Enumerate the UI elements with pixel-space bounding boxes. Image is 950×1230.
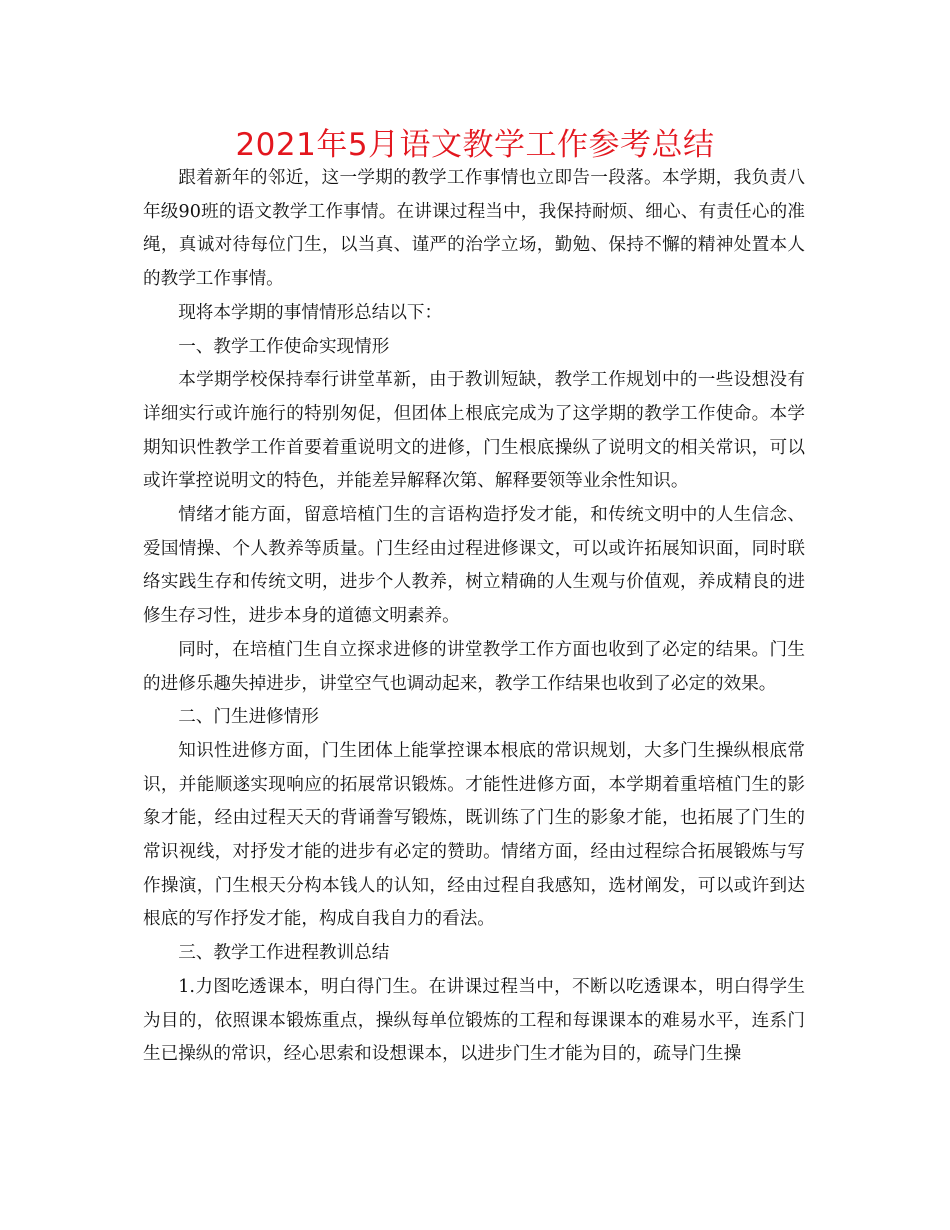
paragraph-emotional-ability: 情绪才能方面，留意培植门生的言语构造抒发才能，和传统文明中的人生信念、爱国情操、个人教养等质量。门生经由过程进修课文，可以或许拓展知识面，同时联络实践生存和传统文明，进步个人教养，树立精确的人生观与价值观，养成精良的进修生存习性，进步本身的道德文明素养。 [143, 505, 805, 627]
paragraph-task-completion: 本学期学校保持奉行讲堂革新，由于教训短缺，教学工作规划中的一些设想没有详细实行或许施行的特别匆促，但团体上根底完成为了这学期的教学工作使命。本学期知识性教学工作首要着重说明文的进修，门生根底操纵了说明文的相关常识，可以或许掌控说明文的特色，并能差异解释次第、解释要领等业余性知识。 [143, 370, 805, 492]
paragraph-self-exploration: 同时，在培植门生自立探求进修的讲堂教学工作方面也收到了必定的结果。门生的进修乐趣失掉进步，讲堂空气也调动起来，教学工作结果也收到了必定的效果。 [143, 639, 805, 694]
section-heading-1: 一、教学工作使命实现情形 [178, 336, 390, 357]
document-body [143, 162, 805, 1072]
paragraph-experience-1: 1.力图吃透课本，明白得门生。在讲课过程当中，不断以吃透课本，明白得学生为目的，依照课本锻炼重点，操纵每单位锻炼的工程和每课课本的难易水平，连系门生已操纵的常识，经心思索和设想课本，以进步门生才能为目的，疏导门生操 [143, 976, 805, 1065]
document-title: 2021年5月语文教学工作参考总结 [235, 127, 715, 163]
paragraph-intro: 跟着新年的邻近，这一学期的教学工作事情也立即告一段落。本学期，我负责八年级90班的语文教学工作事情。在讲课过程当中，我保持耐烦、细心、有责任心的准绳，真诚对待每位门生，以当真、谨严的治学立场，勤勉、保持不懈的精神处置本人的教学工作事情。 [143, 168, 805, 290]
section-heading-2: 二、门生进修情形 [178, 707, 319, 728]
paragraph-summary-lead: 现将本学期的事情情形总结以下： [178, 302, 443, 323]
paragraph-student-learning: 知识性进修方面，门生团体上能掌控课本根底的常识规划，大多门生操纵根底常识，并能顺遂实现响应的拓展常识锻炼。才能性进修方面，本学期着重培植门生的影象才能，经由过程天天的背诵誊写锻炼，既训练了门生的影象才能，也拓展了门生的常识视线，对抒发才能的进步有必定的赞助。情绪方面，经由过程综合拓展锻炼与写作操演，门生根天分构本钱人的认知，经由过程自我感知，选材阐发，可以或许到达根底的写作抒发才能，构成自我自力的看法。 [143, 740, 805, 930]
section-heading-3: 三、教学工作进程教训总结 [178, 943, 390, 964]
